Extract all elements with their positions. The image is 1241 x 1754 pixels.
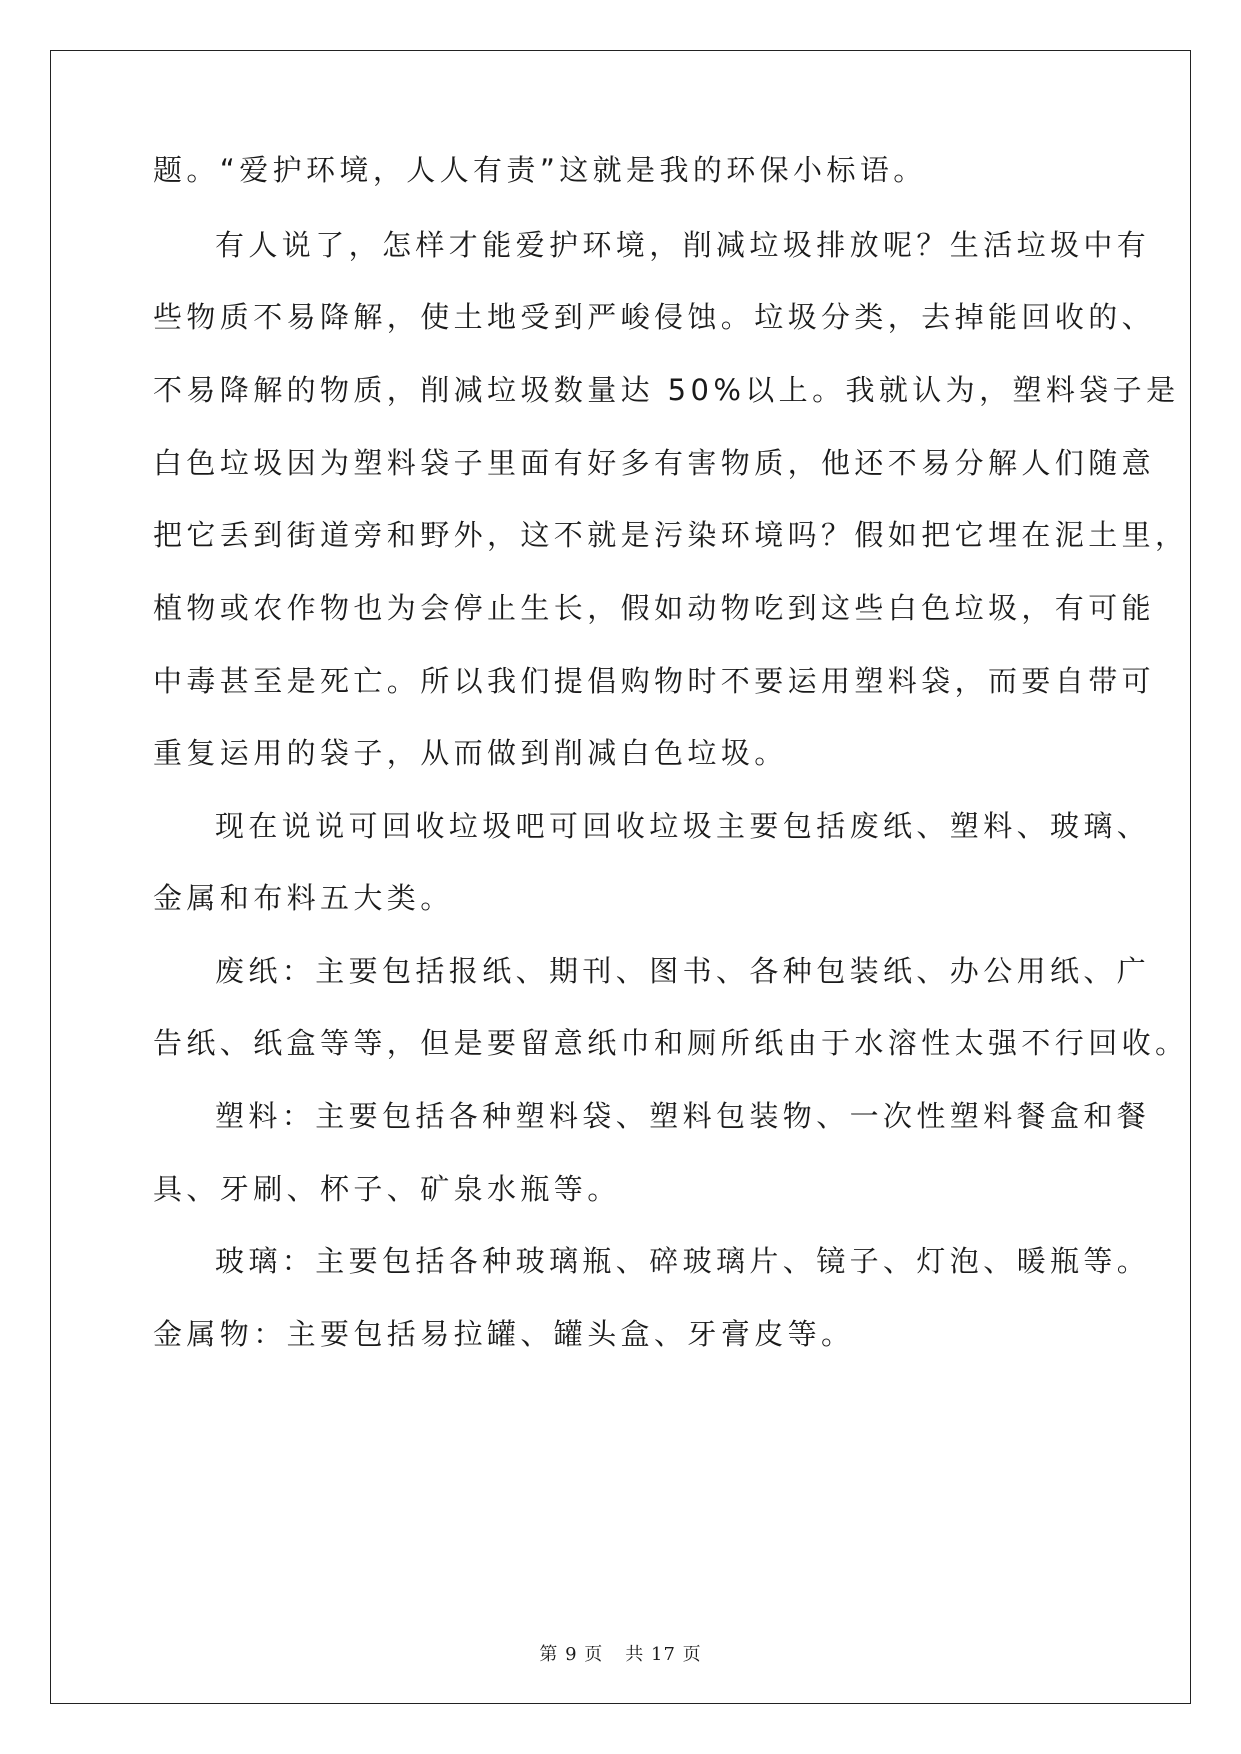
paragraph-line: 塑料：主要包括各种塑料袋、塑料包装物、一次性塑料餐盒和餐	[215, 1099, 1151, 1133]
paragraph-line: 有人说了，怎样才能爱护环境，削减垃圾排放呢？生活垃圾中有	[215, 228, 1151, 262]
paragraph-line: 金属和布料五大类。	[153, 881, 454, 915]
page-footer	[0, 1640, 1241, 1666]
paragraph-line: 些物质不易降解，使土地受到严峻侵蚀。垃圾分类，去掉能回收的、	[153, 300, 1156, 334]
paragraph-line: 告纸、纸盒等等，但是要留意纸巾和厕所纸由于水溶性太强不行回收。	[153, 1026, 1189, 1060]
paragraph-line: 不易降解的物质，削减垃圾数量达 50%以上。我就认为，塑料袋子是	[153, 373, 1180, 407]
paragraph-line: 重复运用的袋子，从而做到削减白色垃圾。	[153, 736, 788, 770]
paragraph-line: 玻璃：主要包括各种玻璃瓶、碎玻璃片、镜子、灯泡、暖瓶等。	[215, 1244, 1151, 1278]
page-number-total: 共 17 页	[625, 1644, 702, 1665]
paragraph-line: 废纸：主要包括报纸、期刊、图书、各种包装纸、办公用纸、广	[215, 954, 1151, 988]
paragraph-line: 中毒甚至是死亡。所以我们提倡购物时不要运用塑料袋，而要自带可	[153, 664, 1156, 698]
paragraph-line: 白色垃圾因为塑料袋子里面有好多有害物质，他还不易分解人们随意	[153, 446, 1156, 480]
paragraph-line: 题。“爱护环境，人人有责”这就是我的环保小标语。	[153, 153, 927, 187]
paragraph-line: 具、牙刷、杯子、矿泉水瓶等。	[153, 1172, 621, 1206]
paragraph-line: 金属物：主要包括易拉罐、罐头盒、牙膏皮等。	[153, 1317, 855, 1351]
paragraph-line: 把它丢到街道旁和野外，这不就是污染环境吗？假如把它埋在泥土里，	[153, 518, 1189, 552]
paragraph-line: 现在说说可回收垃圾吧可回收垃圾主要包括废纸、塑料、玻璃、	[215, 809, 1151, 843]
paragraph-line: 植物或农作物也为会停止生长，假如动物吃到这些白色垃圾，有可能	[153, 591, 1156, 625]
page-number-current: 第 9 页	[539, 1644, 604, 1665]
